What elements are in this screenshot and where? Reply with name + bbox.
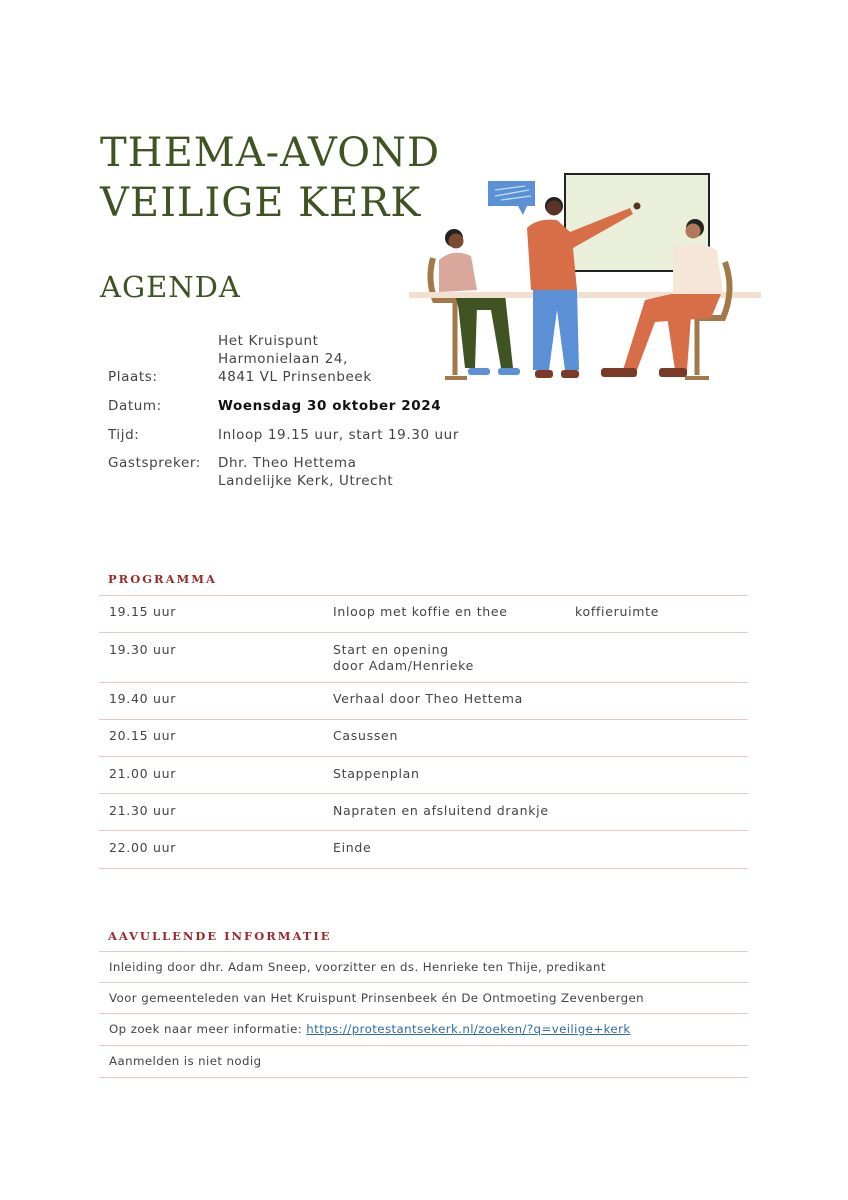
programma-heading: PROGRAMMA bbox=[108, 572, 217, 586]
divider bbox=[99, 1013, 748, 1014]
speaker-label: Gastspreker: bbox=[108, 455, 201, 471]
info-line: Inleiding door dhr. Adam Sneep, voorzitter en ds. Henrieke ten Thije, predikant bbox=[109, 960, 606, 974]
program-row-time: 19.15 uur bbox=[109, 604, 177, 619]
program-row-time: 21.00 uur bbox=[109, 766, 177, 781]
program-row-item: Einde bbox=[333, 840, 372, 855]
date-label: Datum: bbox=[108, 398, 162, 414]
program-row-time: 21.30 uur bbox=[109, 803, 177, 818]
divider bbox=[99, 868, 748, 869]
divider bbox=[99, 719, 748, 720]
info-line bbox=[109, 1022, 631, 1036]
divider bbox=[99, 632, 748, 633]
program-row-item: Inloop met koffie en thee bbox=[333, 604, 508, 619]
info-line: Aanmelden is niet nodig bbox=[109, 1054, 262, 1068]
speaker-line-2: Landelijke Kerk, Utrecht bbox=[218, 473, 394, 489]
divider bbox=[99, 830, 748, 831]
meeting-presentation-illustration bbox=[405, 170, 765, 385]
program-row-time: 19.40 uur bbox=[109, 691, 177, 706]
date-value: Woensdag 30 oktober 2024 bbox=[218, 398, 442, 414]
program-row-item-line2: door Adam/Henrieke bbox=[333, 658, 475, 673]
divider bbox=[99, 682, 748, 683]
place-line-2: Harmonielaan 24, bbox=[218, 351, 348, 367]
program-row-time: 19.30 uur bbox=[109, 642, 177, 657]
info-line-prefix: Op zoek naar meer informatie: bbox=[109, 1022, 307, 1036]
speaker-line-1: Dhr. Theo Hettema bbox=[218, 455, 357, 471]
program-row-location: koffieruimte bbox=[575, 604, 660, 619]
title-line-2: VEILIGE KERK bbox=[100, 180, 422, 226]
place-line-1: Het Kruispunt bbox=[218, 333, 319, 349]
title-line-1: THEMA-AVOND bbox=[100, 130, 441, 176]
info-link[interactable]: https://protestantsekerk.nl/zoeken/?q=veilige+kerk bbox=[306, 1022, 631, 1036]
program-row-item: Stappenplan bbox=[333, 766, 420, 781]
divider bbox=[99, 982, 748, 983]
divider bbox=[99, 756, 748, 757]
divider bbox=[99, 1077, 748, 1078]
divider bbox=[99, 1045, 748, 1046]
time-label: Tijd: bbox=[108, 427, 140, 443]
time-value: Inloop 19.15 uur, start 19.30 uur bbox=[218, 427, 459, 443]
program-row-item: Casussen bbox=[333, 728, 399, 743]
program-row-time: 22.00 uur bbox=[109, 840, 177, 855]
program-row-item: Verhaal door Theo Hettema bbox=[333, 691, 524, 706]
divider bbox=[99, 951, 748, 952]
divider bbox=[99, 793, 748, 794]
program-row-item: Napraten en afsluitend drankje bbox=[333, 803, 549, 818]
place-label: Plaats: bbox=[108, 369, 158, 385]
program-row-time: 20.15 uur bbox=[109, 728, 177, 743]
place-line-3: 4841 VL Prinsenbeek bbox=[218, 369, 372, 385]
divider bbox=[99, 595, 748, 596]
agenda-subtitle: AGENDA bbox=[100, 270, 241, 304]
info-line: Voor gemeenteleden van Het Kruispunt Prinsenbeek én De Ontmoeting Zevenbergen bbox=[109, 991, 645, 1005]
info-heading: AAVULLENDE INFORMATIE bbox=[108, 929, 332, 943]
program-row-item: Start en opening bbox=[333, 642, 449, 657]
